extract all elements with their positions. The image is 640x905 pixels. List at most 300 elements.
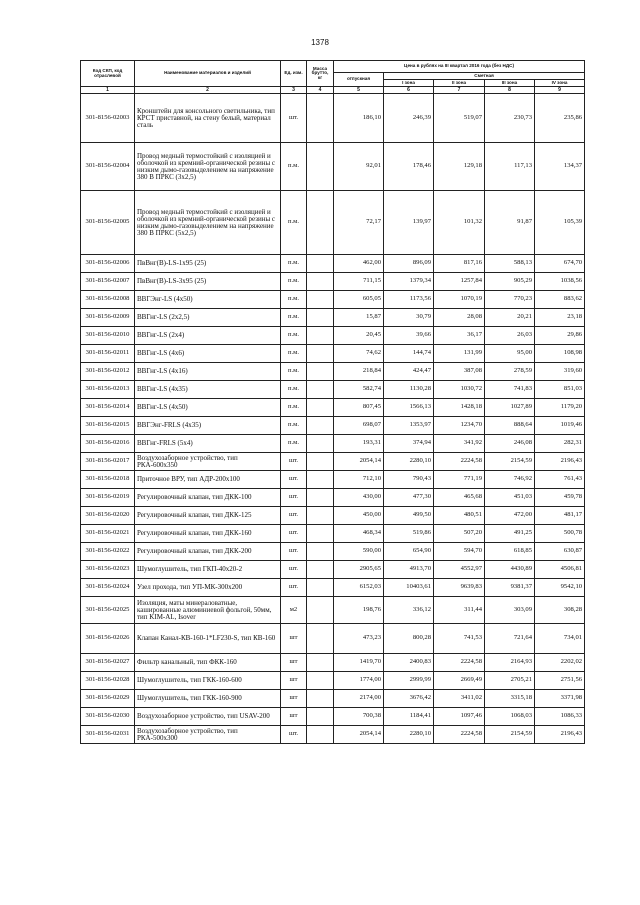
item-code: 301-8156-02023 xyxy=(81,561,135,579)
item-name: Клапан Канал-КВ-160-1*LF230-S, тип КВ-160 xyxy=(135,624,281,654)
item-code: 301-8156-02024 xyxy=(81,579,135,597)
item-price-zone-2: 594,70 xyxy=(434,543,485,561)
item-price-zone-2: 101,32 xyxy=(434,191,485,255)
item-sale-price: 6152,03 xyxy=(334,579,384,597)
item-price-zone-3: 451,03 xyxy=(485,489,535,507)
item-name: ВВГнг-LS (2х4) xyxy=(135,327,281,345)
item-mass xyxy=(307,543,334,561)
item-price-zone-4: 1179,20 xyxy=(535,399,585,417)
item-sale-price: 700,38 xyxy=(334,708,384,726)
item-price-zone-1: 1184,41 xyxy=(384,708,434,726)
item-unit: шт. xyxy=(281,489,307,507)
item-name: ВВГнг-FRLS (5х4) xyxy=(135,435,281,453)
item-price-zone-4: 308,28 xyxy=(535,597,585,624)
item-sale-price: 2174,00 xyxy=(334,690,384,708)
item-price-zone-4: 883,62 xyxy=(535,291,585,309)
item-price-zone-4: 282,31 xyxy=(535,435,585,453)
item-price-zone-1: 246,39 xyxy=(384,94,434,143)
table-row xyxy=(81,672,585,690)
item-sale-price: 186,10 xyxy=(334,94,384,143)
column-number: 2 xyxy=(135,87,281,94)
item-name: ВВГЭнг-LS (4х50) xyxy=(135,291,281,309)
item-name: Воздухозаборное устройство, тип РКА-600х350 xyxy=(135,453,281,471)
item-name: Регулировочный клапан, тип ДКК-200 xyxy=(135,543,281,561)
price-table xyxy=(80,60,585,744)
item-price-zone-3: 1027,89 xyxy=(485,399,535,417)
item-price-zone-2: 2224,58 xyxy=(434,654,485,672)
item-price-zone-1: 10403,61 xyxy=(384,579,434,597)
item-code: 301-8156-02018 xyxy=(81,471,135,489)
item-price-zone-3: 230,73 xyxy=(485,94,535,143)
table-header xyxy=(81,61,585,94)
item-price-zone-3: 905,29 xyxy=(485,273,535,291)
item-mass xyxy=(307,345,334,363)
item-code: 301-8156-02005 xyxy=(81,191,135,255)
item-price-zone-4: 2751,56 xyxy=(535,672,585,690)
item-price-zone-3: 2154,59 xyxy=(485,726,535,744)
item-price-zone-1: 30,79 xyxy=(384,309,434,327)
item-code: 301-8156-02016 xyxy=(81,435,135,453)
item-price-zone-2: 341,92 xyxy=(434,435,485,453)
item-unit: шт xyxy=(281,708,307,726)
item-price-zone-2: 2224,58 xyxy=(434,453,485,471)
item-price-zone-1: 790,43 xyxy=(384,471,434,489)
item-code: 301-8156-02022 xyxy=(81,543,135,561)
column-number: 1 xyxy=(81,87,135,94)
table-row xyxy=(81,309,585,327)
item-mass xyxy=(307,273,334,291)
item-sale-price: 698,07 xyxy=(334,417,384,435)
item-price-zone-1: 39,66 xyxy=(384,327,434,345)
item-mass xyxy=(307,417,334,435)
column-number: 9 xyxy=(535,87,585,94)
table-row xyxy=(81,471,585,489)
item-mass xyxy=(307,672,334,690)
item-price-zone-4: 108,98 xyxy=(535,345,585,363)
item-price-zone-2: 131,99 xyxy=(434,345,485,363)
item-price-zone-4: 2196,43 xyxy=(535,726,585,744)
item-unit: п.м. xyxy=(281,381,307,399)
item-sale-price: 198,76 xyxy=(334,597,384,624)
item-price-zone-1: 477,30 xyxy=(384,489,434,507)
item-mass xyxy=(307,453,334,471)
item-price-zone-3: 26,03 xyxy=(485,327,535,345)
item-price-zone-4: 23,18 xyxy=(535,309,585,327)
item-unit: шт xyxy=(281,624,307,654)
item-name: Шумоглушитель, тип ГКП-40х20-2 xyxy=(135,561,281,579)
item-mass xyxy=(307,363,334,381)
item-price-zone-3: 9381,37 xyxy=(485,579,535,597)
item-mass xyxy=(307,255,334,273)
item-price-zone-1: 178,46 xyxy=(384,143,434,191)
item-price-zone-1: 374,94 xyxy=(384,435,434,453)
table-row xyxy=(81,453,585,471)
item-price-zone-3: 4430,89 xyxy=(485,561,535,579)
item-price-zone-4: 319,60 xyxy=(535,363,585,381)
table-row xyxy=(81,507,585,525)
item-price-zone-1: 519,86 xyxy=(384,525,434,543)
item-price-zone-3: 2154,59 xyxy=(485,453,535,471)
item-price-zone-1: 424,47 xyxy=(384,363,434,381)
item-price-zone-2: 2669,49 xyxy=(434,672,485,690)
item-price-zone-2: 2224,58 xyxy=(434,726,485,744)
item-sale-price: 218,84 xyxy=(334,363,384,381)
item-name: ВВГЭнг-FRLS (4х35) xyxy=(135,417,281,435)
item-price-zone-1: 139,97 xyxy=(384,191,434,255)
item-price-zone-2: 519,07 xyxy=(434,94,485,143)
item-unit: п.м. xyxy=(281,363,307,381)
item-price-zone-4: 630,87 xyxy=(535,543,585,561)
item-unit: п.м. xyxy=(281,273,307,291)
item-price-zone-3: 246,08 xyxy=(485,435,535,453)
item-price-zone-3: 746,92 xyxy=(485,471,535,489)
item-unit: шт. xyxy=(281,726,307,744)
item-unit: шт xyxy=(281,672,307,690)
item-code: 301-8156-02029 xyxy=(81,690,135,708)
item-price-zone-1: 2999,99 xyxy=(384,672,434,690)
item-sale-price: 430,00 xyxy=(334,489,384,507)
item-code: 301-8156-02026 xyxy=(81,624,135,654)
item-unit: п.м. xyxy=(281,143,307,191)
item-unit: шт. xyxy=(281,507,307,525)
header-name: Наименование материалов и изделий xyxy=(135,61,281,87)
item-price-zone-4: 1086,33 xyxy=(535,708,585,726)
item-code: 301-8156-02025 xyxy=(81,597,135,624)
item-unit: шт. xyxy=(281,579,307,597)
item-price-zone-4: 9542,10 xyxy=(535,579,585,597)
item-name: Шумоглушитель, тип ГКК-160-900 xyxy=(135,690,281,708)
item-unit: шт. xyxy=(281,561,307,579)
item-price-zone-3: 888,64 xyxy=(485,417,535,435)
item-price-zone-1: 1379,34 xyxy=(384,273,434,291)
item-mass xyxy=(307,309,334,327)
table-row xyxy=(81,191,585,255)
table-row xyxy=(81,624,585,654)
item-code: 301-8156-02009 xyxy=(81,309,135,327)
item-price-zone-2: 311,44 xyxy=(434,597,485,624)
item-mass xyxy=(307,435,334,453)
item-sale-price: 193,31 xyxy=(334,435,384,453)
item-unit: п.м. xyxy=(281,327,307,345)
header-code: Код СКП, код отраслевой xyxy=(81,61,135,87)
item-name: Регулировочный клапан, тип ДКК-160 xyxy=(135,525,281,543)
item-mass xyxy=(307,597,334,624)
item-name: Приточное ВРУ, тип АДР-200х100 xyxy=(135,471,281,489)
item-mass xyxy=(307,291,334,309)
column-number: 5 xyxy=(334,87,384,94)
table-row xyxy=(81,399,585,417)
item-unit: шт. xyxy=(281,94,307,143)
table-row xyxy=(81,94,585,143)
item-price-zone-4: 1019,46 xyxy=(535,417,585,435)
item-mass xyxy=(307,654,334,672)
item-unit: шт. xyxy=(281,543,307,561)
header-estimate: Сметная xyxy=(384,73,585,80)
item-unit: п.м. xyxy=(281,345,307,363)
table-row xyxy=(81,381,585,399)
column-number: 8 xyxy=(485,87,535,94)
item-mass xyxy=(307,191,334,255)
item-price-zone-4: 235,86 xyxy=(535,94,585,143)
item-name: Регулировочный клапан, тип ДКК-100 xyxy=(135,489,281,507)
column-number: 7 xyxy=(434,87,485,94)
item-unit: шт xyxy=(281,690,307,708)
table-row xyxy=(81,417,585,435)
item-code: 301-8156-02015 xyxy=(81,417,135,435)
column-number: 3 xyxy=(281,87,307,94)
item-name: ПвВнг(В)-LS-3х95 (25) xyxy=(135,273,281,291)
table-row xyxy=(81,273,585,291)
item-sale-price: 2905,65 xyxy=(334,561,384,579)
item-code: 301-8156-02021 xyxy=(81,525,135,543)
item-code: 301-8156-02006 xyxy=(81,255,135,273)
table-row xyxy=(81,489,585,507)
item-price-zone-1: 3676,42 xyxy=(384,690,434,708)
item-price-zone-3: 303,09 xyxy=(485,597,535,624)
item-price-zone-2: 1428,18 xyxy=(434,399,485,417)
item-code: 301-8156-02011 xyxy=(81,345,135,363)
header-mass: Масса брутто, кг xyxy=(307,61,334,87)
item-price-zone-3: 117,13 xyxy=(485,143,535,191)
item-price-zone-1: 499,50 xyxy=(384,507,434,525)
item-sale-price: 1419,70 xyxy=(334,654,384,672)
item-sale-price: 473,23 xyxy=(334,624,384,654)
item-name: ВВГнг-LS (4х50) xyxy=(135,399,281,417)
item-name: ВВГнг-LS (2х2,5) xyxy=(135,309,281,327)
item-sale-price: 74,62 xyxy=(334,345,384,363)
item-price-zone-2: 1234,70 xyxy=(434,417,485,435)
item-unit: п.м. xyxy=(281,191,307,255)
item-name: Фильтр канальный, тип ФКК-160 xyxy=(135,654,281,672)
item-mass xyxy=(307,579,334,597)
item-mass xyxy=(307,561,334,579)
item-price-zone-4: 674,70 xyxy=(535,255,585,273)
item-price-zone-4: 4506,81 xyxy=(535,561,585,579)
item-mass xyxy=(307,381,334,399)
item-name: Изоляция, маты минераловатные, кашированные алюминиевой фольгой, 50мм, тип KIM-AL, Isover xyxy=(135,597,281,624)
item-price-zone-2: 507,20 xyxy=(434,525,485,543)
item-price-zone-3: 3315,18 xyxy=(485,690,535,708)
item-price-zone-3: 1068,03 xyxy=(485,708,535,726)
item-unit: м2 xyxy=(281,597,307,624)
item-price-zone-3: 472,00 xyxy=(485,507,535,525)
table-body xyxy=(81,94,585,744)
item-price-zone-2: 1257,84 xyxy=(434,273,485,291)
item-name: Воздухозаборное устройство, тип РКА-500х300 xyxy=(135,726,281,744)
item-price-zone-2: 1030,72 xyxy=(434,381,485,399)
table-row xyxy=(81,708,585,726)
item-price-zone-3: 588,13 xyxy=(485,255,535,273)
item-price-zone-4: 761,43 xyxy=(535,471,585,489)
item-code: 301-8156-02020 xyxy=(81,507,135,525)
item-mass xyxy=(307,708,334,726)
item-price-zone-2: 1070,19 xyxy=(434,291,485,309)
item-price-zone-1: 1173,56 xyxy=(384,291,434,309)
item-unit: п.м. xyxy=(281,255,307,273)
item-unit: п.м. xyxy=(281,417,307,435)
item-code: 301-8156-02008 xyxy=(81,291,135,309)
item-unit: шт xyxy=(281,654,307,672)
table-row xyxy=(81,654,585,672)
item-name: Воздухозаборное устройство, тип USAV-200 xyxy=(135,708,281,726)
item-price-zone-4: 481,17 xyxy=(535,507,585,525)
item-sale-price: 590,00 xyxy=(334,543,384,561)
item-price-zone-4: 459,78 xyxy=(535,489,585,507)
item-code: 301-8156-02019 xyxy=(81,489,135,507)
item-code: 301-8156-02004 xyxy=(81,143,135,191)
item-sale-price: 2054,14 xyxy=(334,726,384,744)
item-name: ПвВнг(В)-LS-1х95 (25) xyxy=(135,255,281,273)
table-row xyxy=(81,561,585,579)
item-sale-price: 20,45 xyxy=(334,327,384,345)
item-price-zone-4: 29,86 xyxy=(535,327,585,345)
item-mass xyxy=(307,489,334,507)
header-unit: Ед. изм. xyxy=(281,61,307,87)
item-code: 301-8156-02012 xyxy=(81,363,135,381)
item-sale-price: 1774,00 xyxy=(334,672,384,690)
item-price-zone-2: 3411,02 xyxy=(434,690,485,708)
item-unit: шт. xyxy=(281,525,307,543)
item-mass xyxy=(307,507,334,525)
item-code: 301-8156-02014 xyxy=(81,399,135,417)
column-number: 4 xyxy=(307,87,334,94)
table-row xyxy=(81,143,585,191)
item-name: ВВГнг-LS (4х6) xyxy=(135,345,281,363)
item-price-zone-2: 387,08 xyxy=(434,363,485,381)
item-sale-price: 2054,14 xyxy=(334,453,384,471)
header-price-group: Цена в рублях на III квартал 2016 года (без НДС) xyxy=(334,61,585,73)
item-price-zone-1: 144,74 xyxy=(384,345,434,363)
item-price-zone-4: 3371,98 xyxy=(535,690,585,708)
item-unit: п.м. xyxy=(281,435,307,453)
item-mass xyxy=(307,624,334,654)
item-unit: п.м. xyxy=(281,291,307,309)
item-price-zone-2: 129,18 xyxy=(434,143,485,191)
table-row xyxy=(81,525,585,543)
item-price-zone-3: 770,23 xyxy=(485,291,535,309)
table-row xyxy=(81,363,585,381)
item-sale-price: 712,10 xyxy=(334,471,384,489)
item-mass xyxy=(307,471,334,489)
item-price-zone-1: 800,28 xyxy=(384,624,434,654)
item-price-zone-1: 1566,13 xyxy=(384,399,434,417)
item-sale-price: 711,15 xyxy=(334,273,384,291)
table-row xyxy=(81,597,585,624)
item-name: ВВГнг-LS (4х35) xyxy=(135,381,281,399)
table-row xyxy=(81,690,585,708)
item-price-zone-4: 105,39 xyxy=(535,191,585,255)
item-sale-price: 462,00 xyxy=(334,255,384,273)
item-code: 301-8156-02010 xyxy=(81,327,135,345)
item-code: 301-8156-02028 xyxy=(81,672,135,690)
item-price-zone-2: 741,53 xyxy=(434,624,485,654)
item-unit: шт. xyxy=(281,453,307,471)
item-mass xyxy=(307,525,334,543)
item-code: 301-8156-02003 xyxy=(81,94,135,143)
item-mass xyxy=(307,399,334,417)
item-price-zone-1: 4913,70 xyxy=(384,561,434,579)
table-row xyxy=(81,345,585,363)
item-price-zone-2: 1097,46 xyxy=(434,708,485,726)
table-row xyxy=(81,435,585,453)
item-code: 301-8156-02013 xyxy=(81,381,135,399)
item-code: 301-8156-02031 xyxy=(81,726,135,744)
item-price-zone-4: 134,37 xyxy=(535,143,585,191)
item-price-zone-1: 2280,10 xyxy=(384,726,434,744)
header-zone-4: IV зона xyxy=(535,80,585,87)
item-mass xyxy=(307,94,334,143)
table-row xyxy=(81,543,585,561)
item-price-zone-4: 500,78 xyxy=(535,525,585,543)
item-sale-price: 468,34 xyxy=(334,525,384,543)
item-price-zone-3: 491,25 xyxy=(485,525,535,543)
item-price-zone-3: 278,59 xyxy=(485,363,535,381)
item-price-zone-3: 741,83 xyxy=(485,381,535,399)
item-price-zone-2: 4552,97 xyxy=(434,561,485,579)
item-price-zone-2: 817,16 xyxy=(434,255,485,273)
item-price-zone-1: 654,90 xyxy=(384,543,434,561)
item-mass xyxy=(307,143,334,191)
table-row xyxy=(81,579,585,597)
item-sale-price: 450,00 xyxy=(334,507,384,525)
item-price-zone-1: 1353,97 xyxy=(384,417,434,435)
item-sale-price: 582,74 xyxy=(334,381,384,399)
item-price-zone-2: 9639,83 xyxy=(434,579,485,597)
item-price-zone-2: 771,19 xyxy=(434,471,485,489)
item-price-zone-1: 2400,83 xyxy=(384,654,434,672)
item-price-zone-3: 95,00 xyxy=(485,345,535,363)
item-price-zone-2: 28,08 xyxy=(434,309,485,327)
item-price-zone-3: 20,21 xyxy=(485,309,535,327)
item-price-zone-1: 1130,28 xyxy=(384,381,434,399)
column-numbers-row xyxy=(81,87,585,94)
page-number: 1378 xyxy=(311,38,329,47)
table-row xyxy=(81,291,585,309)
table-row xyxy=(81,255,585,273)
header-zone-3: III зона xyxy=(485,80,535,87)
item-price-zone-1: 336,12 xyxy=(384,597,434,624)
item-code: 301-8156-02007 xyxy=(81,273,135,291)
item-sale-price: 72,17 xyxy=(334,191,384,255)
column-number: 6 xyxy=(384,87,434,94)
item-name: Регулировочный клапан, тип ДКК-125 xyxy=(135,507,281,525)
item-price-zone-4: 1038,56 xyxy=(535,273,585,291)
item-mass xyxy=(307,726,334,744)
item-unit: шт. xyxy=(281,471,307,489)
header-sale-price: отпускная xyxy=(334,73,384,87)
item-sale-price: 92,01 xyxy=(334,143,384,191)
table-row xyxy=(81,726,585,744)
item-price-zone-1: 896,09 xyxy=(384,255,434,273)
item-code: 301-8156-02027 xyxy=(81,654,135,672)
item-sale-price: 15,87 xyxy=(334,309,384,327)
item-sale-price: 605,05 xyxy=(334,291,384,309)
item-name: Шумоглушитель, тип ГКК-160-600 xyxy=(135,672,281,690)
item-code: 301-8156-02017 xyxy=(81,453,135,471)
item-price-zone-3: 618,85 xyxy=(485,543,535,561)
item-name: ВВГнг-LS (4х16) xyxy=(135,363,281,381)
item-price-zone-3: 91,87 xyxy=(485,191,535,255)
item-name: Провод медный термостойкий с изоляцией и оболочкой из кремний-органической резины с низким дымо-газовыделением на напряжение 380 В ПРКС (3х2,5) xyxy=(135,143,281,191)
item-name: Узел прохода, тип УП-МК-300х200 xyxy=(135,579,281,597)
item-mass xyxy=(307,690,334,708)
item-mass xyxy=(307,327,334,345)
table-row xyxy=(81,327,585,345)
header-zone-2: II зона xyxy=(434,80,485,87)
item-price-zone-1: 2280,10 xyxy=(384,453,434,471)
item-sale-price: 807,45 xyxy=(334,399,384,417)
item-price-zone-4: 2202,02 xyxy=(535,654,585,672)
